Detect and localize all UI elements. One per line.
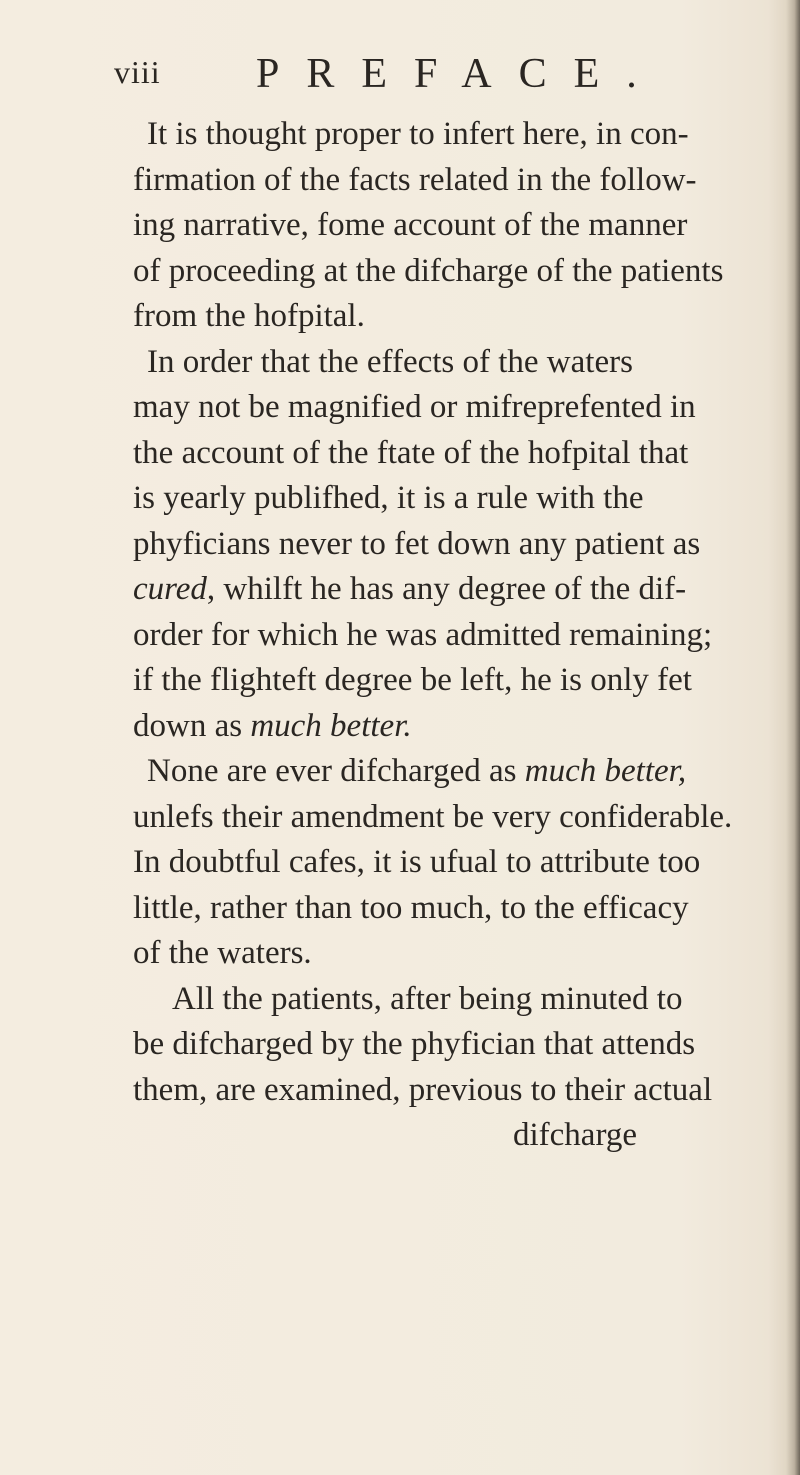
text-line: It is thought proper to infert here, in con- <box>147 116 689 152</box>
text-line: them, are examined, previous to their actual <box>133 1071 713 1108</box>
text-line: In order that the effects of the waters <box>147 343 633 380</box>
text-line: None are ever difcharged as much better, <box>147 753 687 789</box>
text-line: may not be magnified or mifreprefented in <box>133 389 696 425</box>
text-line: from the hofpital. <box>133 298 365 334</box>
text-line: firmation of the facts related in the follow- <box>133 161 697 198</box>
text-line: phyficians never to fet down any patient as <box>133 525 701 562</box>
italic-phrase: much better, <box>524 753 687 789</box>
text-line: order for which he was admitted remaining; <box>133 616 713 653</box>
text-line: the account of the ftate of the hofpital that <box>133 434 689 471</box>
text-line: unlefs their amendment be very confiderable. <box>133 798 733 835</box>
page-header <box>114 50 714 100</box>
page-number: viii <box>114 54 161 90</box>
text-line: if the flighteft degree be left, he is only fet <box>133 662 692 698</box>
text-line: All the patients, after being minuted to <box>172 980 683 1017</box>
text-line: be difcharged by the phyfician that attends <box>133 1026 696 1062</box>
catchword: difcharge <box>513 1117 637 1153</box>
text-line: In doubtful cafes, it is ufual to attribute too <box>133 844 701 880</box>
text-line: of the waters. <box>133 935 312 971</box>
italic-phrase: much better. <box>250 707 412 744</box>
text-line: ing narrative, fome account of the manner <box>133 207 688 243</box>
italic-word: cured <box>133 571 207 607</box>
text-line: of proceeding at the difcharge of the patients <box>133 252 724 289</box>
text-line: down as much better. <box>133 707 412 744</box>
running-head: PREFACE. <box>256 51 664 97</box>
body-text <box>133 112 793 1159</box>
text-line: is yearly publifhed, it is a rule with the <box>133 480 644 516</box>
text-line: cured, whilft he has any degree of the dif- <box>133 571 687 607</box>
text-line: little, rather than too much, to the efficacy <box>133 889 689 926</box>
